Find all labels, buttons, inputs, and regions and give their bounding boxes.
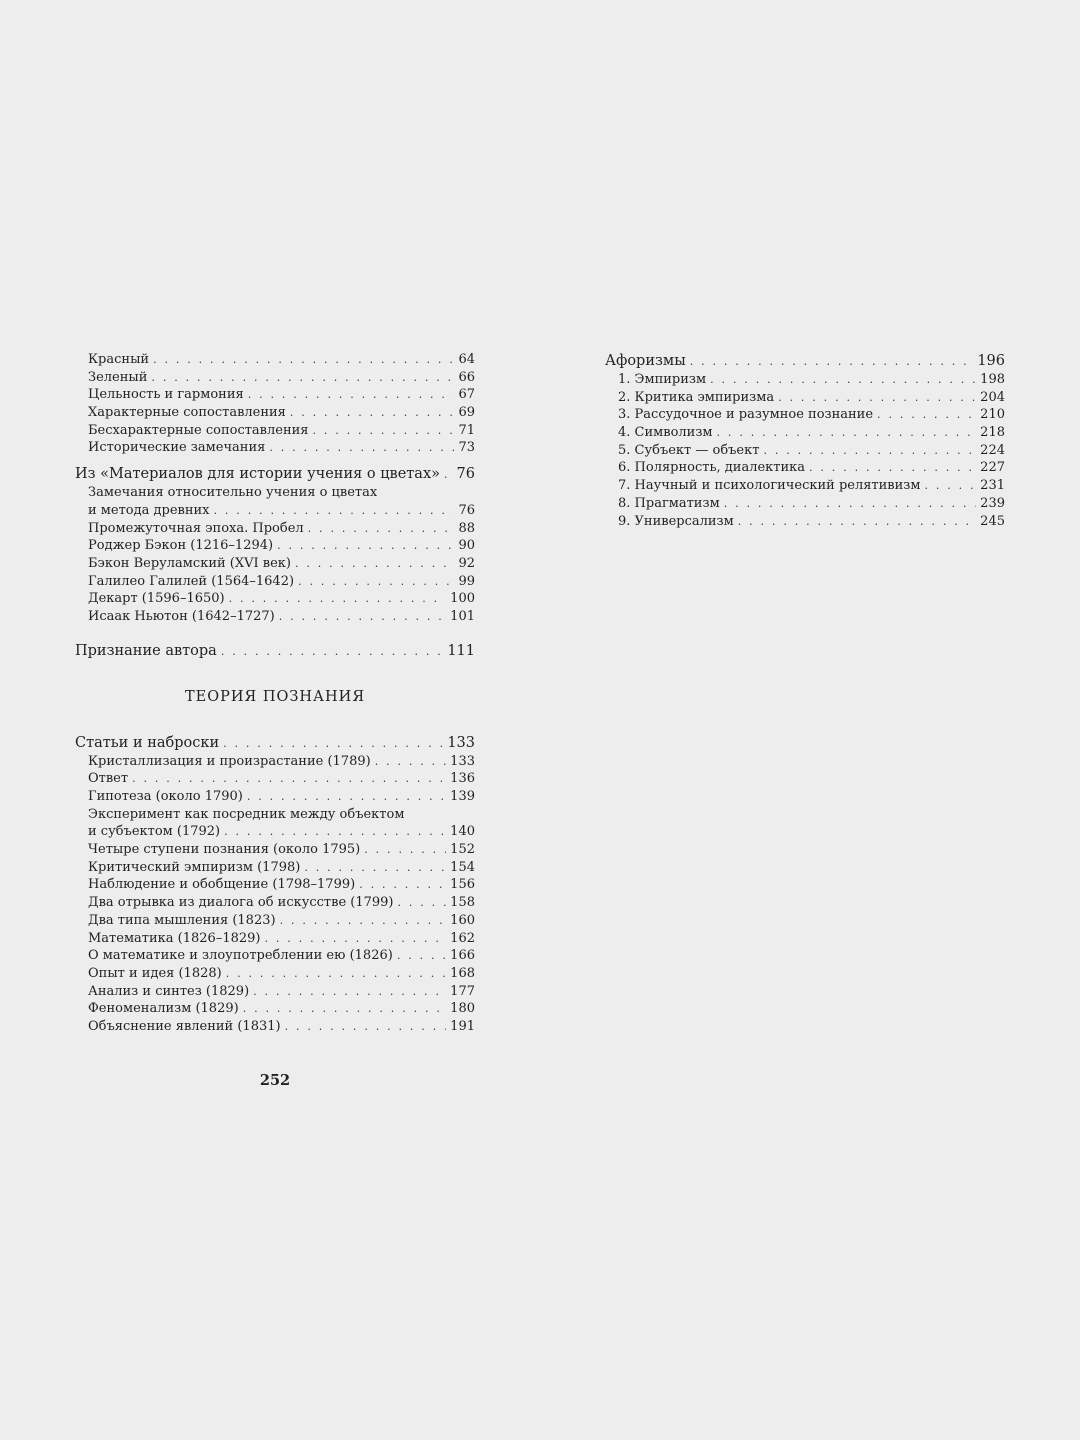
toc-aphorisms-list [605,371,1005,530]
toc-entry[interactable]: 8. Прагматизм . . . 239 [605,495,1005,513]
toc-entry[interactable]: 9. Универсализм . . . 245 [605,513,1005,531]
toc-entry[interactable]: Математика (1826–1829) . . . 162 [75,930,475,948]
toc-entry[interactable]: Исторические замечания . . . 73 [75,439,475,457]
leader-dots [397,947,446,965]
toc-entry[interactable]: Ответ . . . 136 [75,770,475,788]
leader-dots [223,734,443,754]
page-number: 252 [259,1072,291,1089]
toc-entry[interactable]: Два отрывка из диалога об искусстве (1799) . . . 158 [75,894,475,912]
toc-entry-experiment[interactable]: Эксперимент как посредник между объектом и субъектом (1792) . . . 140 [75,806,475,841]
leader-dots [690,352,974,372]
toc-right-column [605,351,1005,530]
toc-entry[interactable]: 5. Субъект — объект . . . 224 [605,442,1005,460]
toc-entry-remarks-ancients[interactable]: Замечания относительно учения о цветах и метода древних . . . 76 [75,484,475,519]
toc-entry[interactable]: Два типа мышления (1823) . . . 160 [75,912,475,930]
leader-dots [375,753,446,771]
toc-entry-articles[interactable]: Статьи и наброски . . . 133 [75,733,475,753]
leader-dots [277,537,454,555]
leader-dots [308,520,455,538]
leader-dots [285,1018,447,1036]
section-title: ТЕОРИЯ ПОЗНАНИЯ [184,688,366,705]
leader-dots [279,608,446,626]
toc-entry[interactable]: Опыт и идея (1828) . . . 168 [75,965,475,983]
toc-left-column [75,351,475,1036]
toc-entry[interactable]: Характерные сопоставления . . . 69 [75,404,475,422]
leader-dots [710,371,976,389]
toc-entry[interactable]: Четыре ступени познания (около 1795) . . . 152 [75,841,475,859]
leader-dots [269,439,454,457]
toc-articles-section-b [75,841,475,1036]
toc-entry[interactable]: Цельность и гармония . . . 67 [75,386,475,404]
leader-dots [778,389,976,407]
leader-dots [717,424,977,442]
leader-dots [809,459,976,477]
leader-dots [151,369,454,387]
leader-dots [253,983,446,1001]
leader-dots [738,513,976,531]
leader-dots [153,351,454,369]
toc-entry[interactable]: Бесхарактерные сопоставления . . . 71 [75,422,475,440]
toc-entry-aphorisms[interactable]: Афоризмы . . . 196 [605,351,1005,371]
leader-dots [444,465,453,485]
leader-dots [247,788,446,806]
leader-dots [304,859,446,877]
leader-dots [280,912,447,930]
toc-entry[interactable]: 7. Научный и психологический релятивизм . . . 231 [605,477,1005,495]
leader-dots [398,894,447,912]
toc-entry[interactable]: Зеленый . . . 66 [75,369,475,387]
toc-entry[interactable]: О математике и злоупотреблении ею (1826) . . . 166 [75,947,475,965]
toc-entry[interactable]: Бэкон Веруламский (XVI век) . . . 92 [75,555,475,573]
toc-entry[interactable]: Кристаллизация и произрастание (1789) . . . 133 [75,753,475,771]
leader-dots [229,590,447,608]
leader-dots [295,555,454,573]
leader-dots [359,876,446,894]
toc-entry[interactable]: Роджер Бэкон (1216–1294) . . . 90 [75,537,475,555]
leader-dots [724,495,976,513]
toc-entry-materials[interactable]: Из «Материалов для истории учения о цветах» . . . 76 [75,464,475,484]
leader-dots [298,573,454,591]
leader-dots [248,386,455,404]
toc-color-section [75,351,475,457]
leader-dots [364,841,446,859]
toc-entry[interactable]: Красный . . . 64 [75,351,475,369]
leader-dots [312,422,454,440]
leader-dots [290,404,455,422]
toc-articles-section-a [75,753,475,806]
toc-entry[interactable]: Гипотеза (около 1790) . . . 139 [75,788,475,806]
leader-dots [221,642,443,662]
toc-entry[interactable]: Критический эмпиризм (1798) . . . 154 [75,859,475,877]
leader-dots [763,442,976,460]
toc-entry[interactable]: Анализ и синтез (1829) . . . 177 [75,983,475,1001]
toc-entry[interactable]: Исаак Ньютон (1642–1727) . . . 101 [75,608,475,626]
leader-dots [226,965,446,983]
toc-entry[interactable]: Промежуточная эпоха. Пробел . . . 88 [75,520,475,538]
leader-dots [132,770,446,788]
leader-dots [265,930,447,948]
toc-entry[interactable]: Объяснение явлений (1831) . . . 191 [75,1018,475,1036]
toc-entry[interactable]: Феноменализм (1829) . . . 180 [75,1000,475,1018]
toc-entry[interactable]: 3. Рассудочное и разумное познание . . . 210 [605,406,1005,424]
toc-entry[interactable]: Декарт (1596–1650) . . . 100 [75,590,475,608]
toc-entry[interactable]: Наблюдение и обобщение (1798–1799) . . . 156 [75,876,475,894]
leader-dots [877,406,976,424]
toc-entry[interactable]: 6. Полярность, диалектика . . . 227 [605,459,1005,477]
leader-dots [214,502,455,520]
toc-entry-confession[interactable]: Признание автора . . . 111 [75,641,475,661]
leader-dots [224,823,446,841]
toc-entry[interactable]: 1. Эмпиризм . . . 198 [605,371,1005,389]
toc-history-section [75,520,475,626]
toc-entry[interactable]: 2. Критика эмпиризма . . . 204 [605,389,1005,407]
leader-dots [924,477,976,495]
leader-dots [243,1000,446,1018]
toc-entry[interactable]: 4. Символизм . . . 218 [605,424,1005,442]
toc-entry[interactable]: Галилео Галилей (1564–1642) . . . 99 [75,573,475,591]
